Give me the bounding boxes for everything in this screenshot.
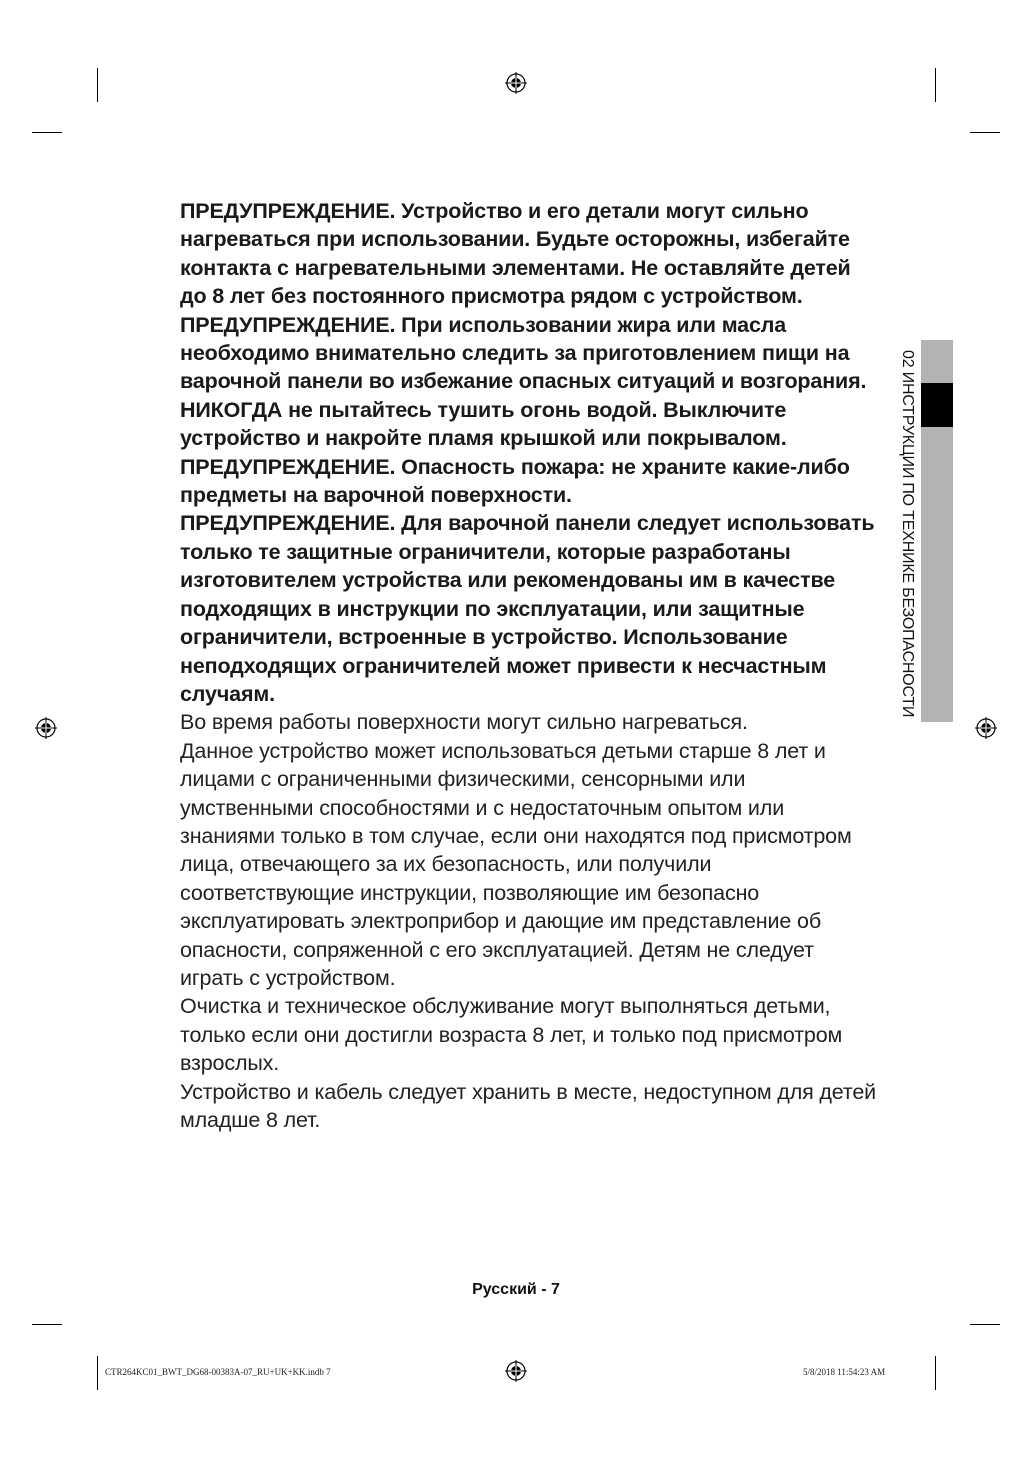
section-tab-label: 02 ИНСТРУКЦИИ ПО ТЕХНИКЕ БЕЗОПАСНОСТИ: [899, 350, 916, 718]
warning-paragraph-hot-parts: ПРЕДУПРЕЖДЕНИЕ. Устройство и его детали могут сильно нагреваться при использовании. Будьте осторожны, избегайте контакта с нагревательными элементами. Не оставляйте детей до 8 лет без постоянного присмотра рядом с устройством.: [180, 199, 851, 309]
paragraph-storage: Устройство и кабель следует хранить в месте, недоступном для детей младше 8 лет.: [180, 1079, 877, 1132]
warning-paragraph-guards: ПРЕДУПРЕЖДЕНИЕ. Для варочной панели следует использовать только те защитные ограничители, которые разработаны изготовителем устройства или рекомендованы им в качестве подходящих в инструкции по эксплуатации, или защитные ограничители, встроенные в устройство. Использование неподходящих ограничителей может привести к несчастным случаям.: [180, 511, 875, 706]
page-body: [180, 197, 880, 1134]
crop-mark-bottom-right-h: [970, 1324, 1000, 1325]
registration-mark-icon: [505, 72, 527, 94]
footer-file-name: CTR264KC01_BWT_DG68-00383A-07_RU+UK+KK.indb 7: [105, 1367, 331, 1377]
warning-paragraph-oil: ПРЕДУПРЕЖДЕНИЕ. При использовании жира или масла необходимо внимательно следить за приготовлением пищи на варочной панели во избежание опасных ситуаций и возгорания.: [180, 312, 867, 394]
section-tab-marker: [921, 383, 953, 427]
registration-mark-icon: [505, 1360, 527, 1382]
crop-mark-top-right-h: [970, 132, 1000, 133]
footer-timestamp: 5/8/2018 11:54:23 AM: [803, 1367, 886, 1377]
crop-mark-bottom-left: [97, 1356, 98, 1390]
registration-mark-icon: [35, 717, 57, 739]
crop-mark-top-left: [97, 68, 98, 102]
crop-mark-bottom-right: [935, 1356, 936, 1390]
page-number: Русский - 7: [472, 1281, 560, 1298]
warning-paragraph-water: НИКОГДА не пытайтесь тушить огонь водой. Выключите устройство и накройте пламя крышкой или покрывалом.: [180, 397, 787, 451]
paragraph-hot-surfaces: Во время работы поверхности могут сильно нагреваться.: [180, 710, 748, 735]
paragraph-children-usage: Данное устройство может использоваться детьми старше 8 лет и лицами с ограниченными физическими, сенсорными или умственными способностями и с недостаточным опытом или знаниями только в том случае, если они находятся под присмотром лица, отвечающего за их безопасность, или получили соответствующие инструкции, позволяющие им безопасно эксплуатировать электроприбор и дающие им представление об опасности, сопряженной с его эксплуатацией. Детям не следует играть с устройством.: [180, 738, 852, 990]
crop-mark-bottom-left-h: [32, 1324, 62, 1325]
registration-mark-icon: [975, 717, 997, 739]
warning-paragraph-fire: ПРЕДУПРЕЖДЕНИЕ. Опасность пожара: не храните какие-либо предметы на варочной поверхности.: [180, 454, 850, 508]
crop-mark-top-left-h: [32, 132, 62, 133]
crop-mark-top-right: [935, 68, 936, 102]
paragraph-cleaning: Очистка и техническое обслуживание могут выполняться детьми, только если они достигли возраста 8 лет, и только под присмотром взрослых.: [180, 994, 843, 1076]
